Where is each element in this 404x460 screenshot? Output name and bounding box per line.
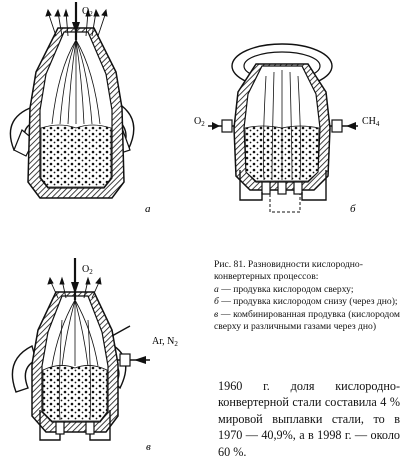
gas-label-b-right: $CH_4$ <box>362 116 380 128</box>
gas-label-a-top: $O_2$ <box>82 6 93 18</box>
panel-letter-c: в <box>146 441 151 453</box>
caption-text-b: — продувка кислородом снизу (через дно); <box>218 296 398 308</box>
body-paragraph: 1960 г. доля кислородно-конвертерной стали составила 4 % мировой выплавки стали, то в 1970 — 40,9%, а в 1998 г. — около 60 %. <box>218 379 400 459</box>
caption-text-a: — продувка кислородом сверху; <box>218 283 354 295</box>
figure-caption <box>214 259 400 333</box>
panel-a <box>10 2 151 215</box>
panel-letter-a: а <box>145 203 151 215</box>
gas-label-b-left: $O_2$ <box>194 116 205 128</box>
body-text <box>218 378 400 460</box>
panel-b <box>194 44 380 215</box>
caption-letter-a: а <box>214 283 219 295</box>
caption-item-a <box>214 284 400 296</box>
caption-item-c <box>214 309 400 334</box>
melt-a <box>41 125 111 187</box>
caption-letter-c: в <box>214 308 219 320</box>
melt-c <box>43 365 107 421</box>
caption-item-b <box>214 296 400 308</box>
caption-letter-b: б <box>214 296 219 308</box>
gas-label-c-top: $O_2$ <box>82 264 93 276</box>
gas-label-c-right: Ar, $N_2$ <box>152 336 178 348</box>
tuyeres-b <box>262 182 302 194</box>
caption-text-c: — комбинированная продувка (кислородом сверху и различными газами через дно) <box>214 308 400 333</box>
panel-letter-b: б <box>350 203 356 215</box>
caption-title: Рис. 81. Разновидности кислородно-конвертерных процессов: <box>214 259 363 283</box>
panel-c <box>12 258 178 453</box>
